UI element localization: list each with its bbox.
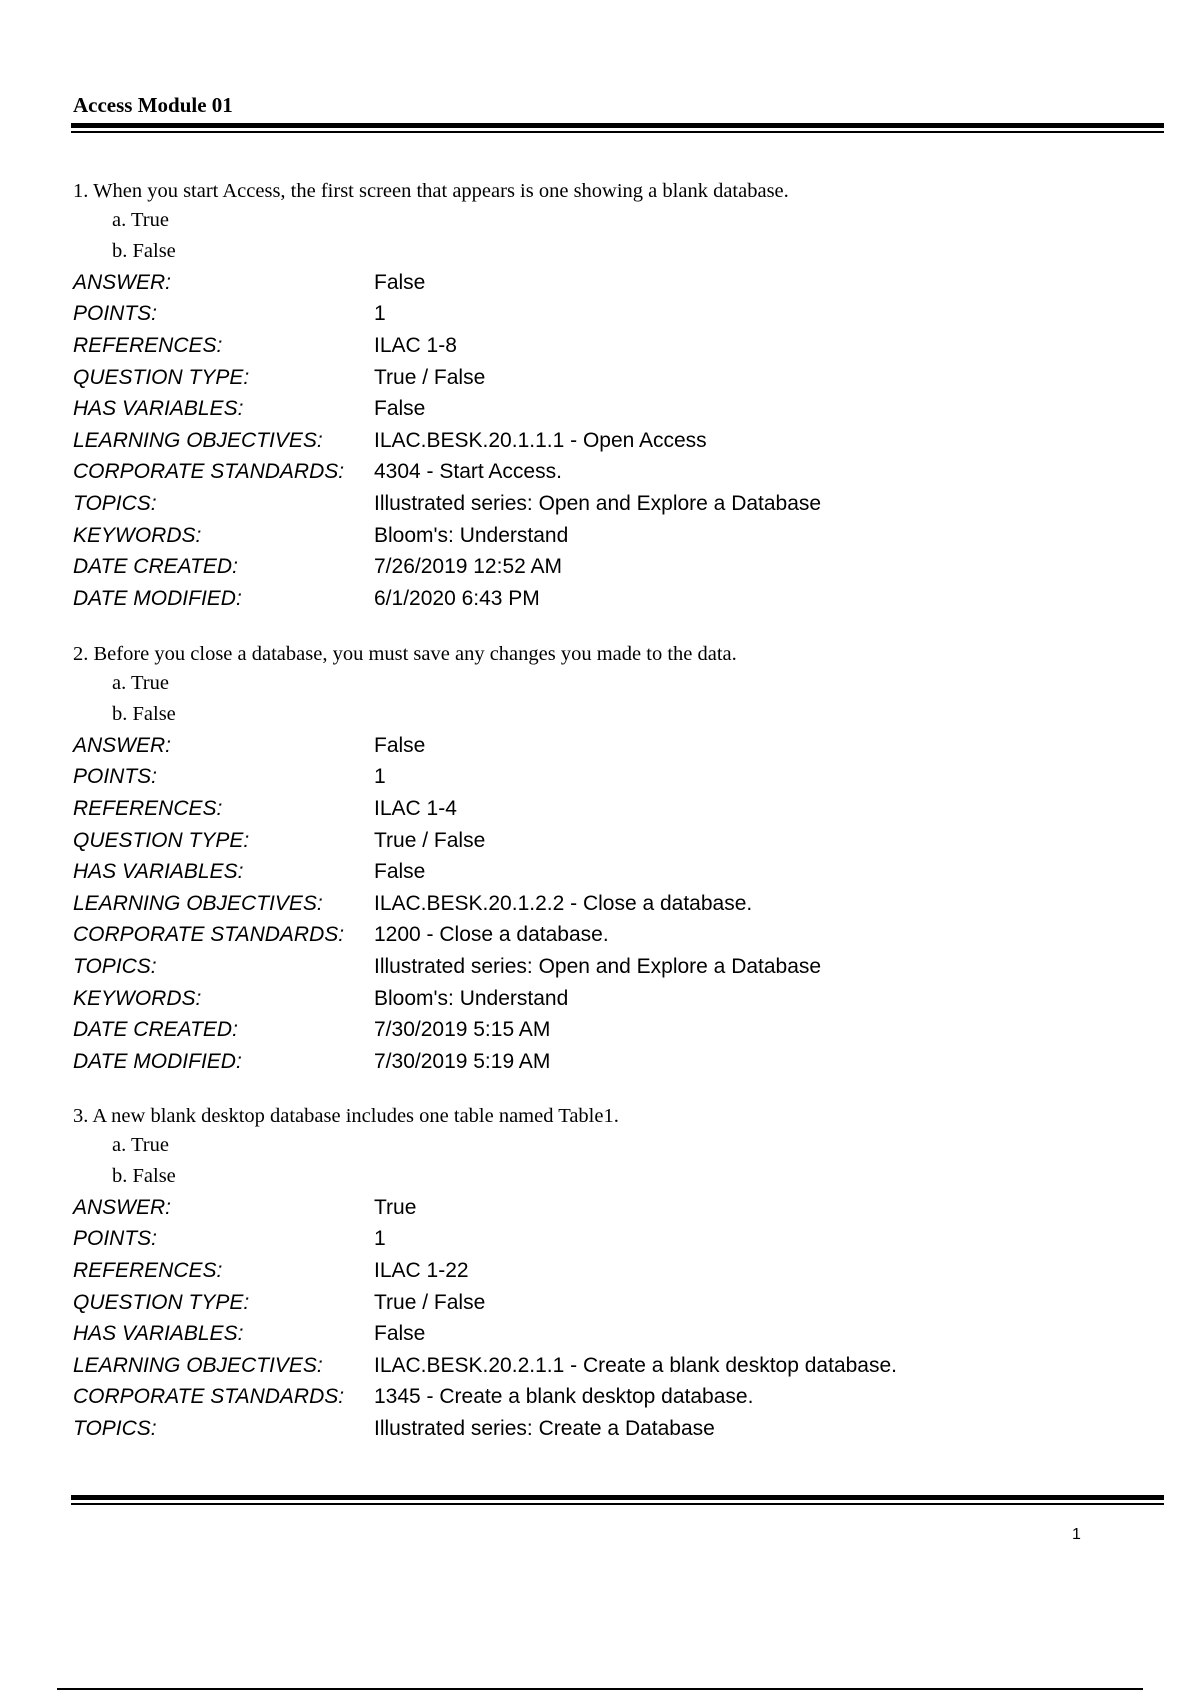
points-value: 1	[374, 302, 386, 326]
references-value: ILAC 1-8	[374, 333, 457, 357]
answer-row	[73, 730, 1153, 762]
points-row	[73, 299, 1153, 331]
question-1	[73, 177, 1153, 615]
question-type-value: True / False	[374, 828, 486, 852]
corporate-standards-value: 4304 - Start Access.	[374, 460, 562, 484]
corporate-standards-label: CORPORATE STANDARDS:	[73, 923, 345, 947]
has-variables-row	[73, 856, 1153, 888]
question-type-label: QUESTION TYPE:	[73, 365, 250, 389]
learning-objectives-row	[73, 888, 1153, 920]
corporate-standards-row	[73, 1382, 1153, 1414]
keywords-row	[73, 520, 1153, 552]
date-modified-row	[73, 1046, 1153, 1078]
date-created-row	[73, 551, 1153, 583]
points-label: POINTS:	[73, 1227, 158, 1251]
question-stem: 3. A new blank desktop database includes one table named Table1.	[73, 1105, 619, 1127]
references-value: ILAC 1-4	[374, 796, 457, 820]
has-variables-label: HAS VARIABLES:	[73, 1322, 244, 1346]
date-modified-row	[73, 583, 1153, 615]
topics-row	[73, 1413, 1153, 1445]
learning-objectives-value: ILAC.BESK.20.1.1.1 - Open Access	[374, 428, 707, 452]
corporate-standards-label: CORPORATE STANDARDS:	[73, 460, 345, 484]
references-label: REFERENCES:	[73, 796, 223, 820]
answer-row	[73, 267, 1153, 299]
corporate-standards-value: 1345 - Create a blank desktop database.	[374, 1385, 754, 1409]
has-variables-label: HAS VARIABLES:	[73, 860, 244, 884]
corporate-standards-label: CORPORATE STANDARDS:	[73, 1385, 345, 1409]
points-label: POINTS:	[73, 765, 158, 789]
option-b: b. False	[112, 240, 176, 262]
topics-value: Illustrated series: Open and Explore a Database	[374, 491, 822, 515]
keywords-value: Bloom's: Understand	[374, 986, 569, 1010]
topics-row	[73, 951, 1153, 983]
points-row	[73, 762, 1153, 794]
date-created-label: DATE CREATED:	[73, 1018, 238, 1042]
footer-rule	[71, 1495, 1164, 1505]
references-row	[73, 793, 1153, 825]
references-row	[73, 1255, 1153, 1287]
topics-label: TOPICS:	[73, 1416, 157, 1440]
date-created-value: 7/30/2019 5:15 AM	[374, 1018, 551, 1042]
answer-label: ANSWER:	[73, 270, 172, 294]
answer-value: False	[374, 270, 426, 294]
option-a: a. True	[112, 1134, 169, 1156]
points-value: 1	[374, 1227, 386, 1251]
has-variables-value: False	[374, 1322, 426, 1346]
references-row	[73, 330, 1153, 362]
learning-objectives-value: ILAC.BESK.20.2.1.1 - Create a blank desktop database.	[374, 1353, 897, 1377]
learning-objectives-row	[73, 1350, 1153, 1382]
option-a: a. True	[112, 672, 169, 694]
date-modified-value: 7/30/2019 5:19 AM	[374, 1049, 551, 1073]
corporate-standards-row	[73, 920, 1153, 952]
answer-label: ANSWER:	[73, 733, 172, 757]
has-variables-value: False	[374, 397, 426, 421]
date-created-label: DATE CREATED:	[73, 555, 238, 579]
date-created-value: 7/26/2019 12:52 AM	[374, 555, 562, 579]
topics-label: TOPICS:	[73, 491, 157, 515]
question-stem: 1. When you start Access, the first screen that appears is one showing a blank database.	[73, 180, 789, 202]
has-variables-row	[73, 1318, 1153, 1350]
question-type-row	[73, 362, 1153, 394]
answer-value: False	[374, 733, 426, 757]
keywords-label: KEYWORDS:	[73, 986, 202, 1010]
option-a: a. True	[112, 209, 169, 231]
option-b: b. False	[112, 703, 176, 725]
points-row	[73, 1224, 1153, 1256]
question-2	[73, 640, 1153, 1078]
question-type-value: True / False	[374, 1290, 486, 1314]
has-variables-row	[73, 393, 1153, 425]
page-number: 1	[1072, 1526, 1081, 1543]
references-label: REFERENCES:	[73, 1258, 223, 1282]
question-type-label: QUESTION TYPE:	[73, 1290, 250, 1314]
question-3	[73, 1102, 1153, 1445]
date-created-row	[73, 1014, 1153, 1046]
answer-label: ANSWER:	[73, 1195, 172, 1219]
footer-line	[57, 1688, 1143, 1690]
answer-value: True	[374, 1195, 417, 1219]
topics-value: Illustrated series: Create a Database	[374, 1416, 715, 1440]
learning-objectives-row	[73, 425, 1153, 457]
answer-row	[73, 1192, 1153, 1224]
keywords-row	[73, 983, 1153, 1015]
corporate-standards-row	[73, 457, 1153, 489]
question-type-row	[73, 825, 1153, 857]
question-type-row	[73, 1287, 1153, 1319]
has-variables-label: HAS VARIABLES:	[73, 397, 244, 421]
learning-objectives-label: LEARNING OBJECTIVES:	[73, 891, 323, 915]
header-title: Access Module 01	[73, 93, 233, 117]
topics-label: TOPICS:	[73, 954, 157, 978]
topics-value: Illustrated series: Open and Explore a Database	[374, 954, 822, 978]
date-modified-label: DATE MODIFIED:	[73, 586, 242, 610]
points-label: POINTS:	[73, 302, 158, 326]
learning-objectives-label: LEARNING OBJECTIVES:	[73, 1353, 323, 1377]
corporate-standards-value: 1200 - Close a database.	[374, 923, 609, 947]
keywords-label: KEYWORDS:	[73, 523, 202, 547]
option-b: b. False	[112, 1165, 176, 1187]
points-value: 1	[374, 765, 386, 789]
learning-objectives-label: LEARNING OBJECTIVES:	[73, 428, 323, 452]
keywords-value: Bloom's: Understand	[374, 523, 569, 547]
has-variables-value: False	[374, 860, 426, 884]
references-value: ILAC 1-22	[374, 1258, 469, 1282]
date-modified-label: DATE MODIFIED:	[73, 1049, 242, 1073]
topics-row	[73, 488, 1153, 520]
question-type-value: True / False	[374, 365, 486, 389]
references-label: REFERENCES:	[73, 333, 223, 357]
question-stem: 2. Before you close a database, you must save any changes you made to the data.	[73, 643, 737, 665]
header-rule	[71, 123, 1164, 133]
question-type-label: QUESTION TYPE:	[73, 828, 250, 852]
learning-objectives-value: ILAC.BESK.20.1.2.2 - Close a database.	[374, 891, 753, 915]
date-modified-value: 6/1/2020 6:43 PM	[374, 586, 540, 610]
